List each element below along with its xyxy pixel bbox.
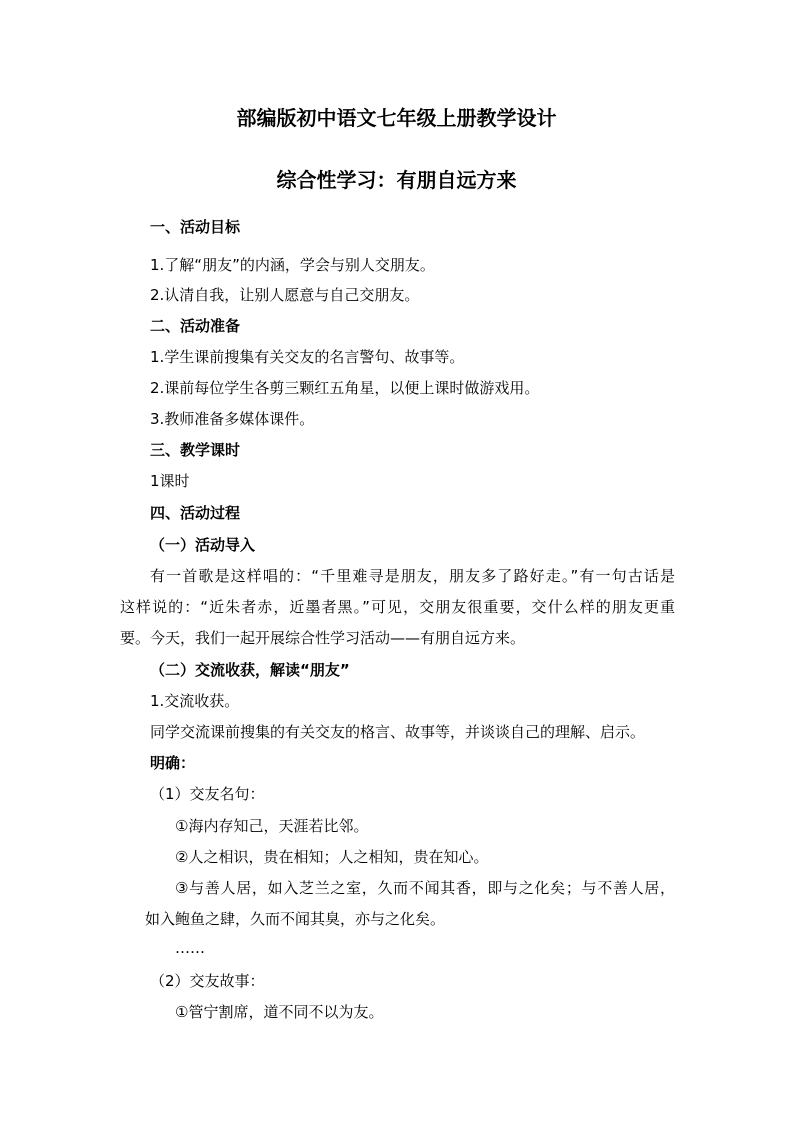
clarify-label: 明确： — [150, 754, 196, 772]
section-heading-class-hours: 三、教学课时 — [150, 441, 241, 459]
preparation-item-2: 2.课前每位学生各剪三颗红五角星，以便上课时做游戏用。 — [150, 379, 540, 397]
stories-heading: （2）交友故事： — [150, 972, 265, 990]
intro-paragraph-line-1: 有一首歌是这样唱的：“千里难寻是朋友，朋友多了路好走。”有一句古话是 — [150, 567, 675, 585]
section-heading-preparation: 二、活动准备 — [150, 317, 241, 335]
section-heading-process: 四、活动过程 — [150, 504, 241, 522]
saying-item-1: ①海内存知己，天涯若比邻。 — [175, 817, 369, 835]
sayings-heading: （1）交友名句： — [150, 785, 265, 803]
part1-heading: （一）活动导入 — [150, 536, 256, 554]
section-heading-goals: 一、活动目标 — [150, 218, 241, 236]
preparation-item-1: 1.学生课前搜集有关交友的名言警句、故事等。 — [150, 348, 465, 366]
intro-paragraph-line-2: 这样说的：“近朱者赤，近墨者黑。”可见，交朋友很重要，交什么样的朋友更重 — [120, 598, 675, 616]
intro-paragraph-line-3: 要。今天，我们一起开展综合性学习活动——有朋自远方来。 — [120, 629, 526, 647]
preparation-item-3: 3.教师准备多媒体课件。 — [150, 410, 315, 428]
story-item-1: ①管宁割席，道不同不以为友。 — [175, 1003, 384, 1021]
part2-item-1: 1.交流收获。 — [150, 692, 240, 710]
document-subtitle: 综合性学习：有朋自远方来 — [276, 168, 517, 192]
saying-item-3-line-2: 如入鲍鱼之肆，久而不闻其臭，亦与之化矣。 — [145, 910, 446, 928]
goal-item-2: 2.认清自我，让别人愿意与自己交朋友。 — [150, 286, 420, 304]
sayings-ellipsis: …… — [175, 939, 205, 957]
part2-paragraph: 同学交流课前搜集的有关交友的格言、故事等，并谈谈自己的理解、启示。 — [150, 723, 646, 741]
saying-item-2: ②人之相识，贵在相知；人之相知，贵在知心。 — [175, 848, 489, 866]
goal-item-1: 1.了解“朋友”的内涵，学会与别人交朋友。 — [150, 256, 435, 274]
part2-heading: （二）交流收获，解读“朋友” — [150, 661, 350, 679]
document-title: 部编版初中语文七年级上册教学设计 — [236, 106, 557, 130]
saying-item-3-line-1: ③与善人居，如入芝兰之室，久而不闻其香，即与之化矣；与不善人居， — [175, 879, 675, 897]
class-hours-text: 1课时 — [150, 472, 190, 490]
